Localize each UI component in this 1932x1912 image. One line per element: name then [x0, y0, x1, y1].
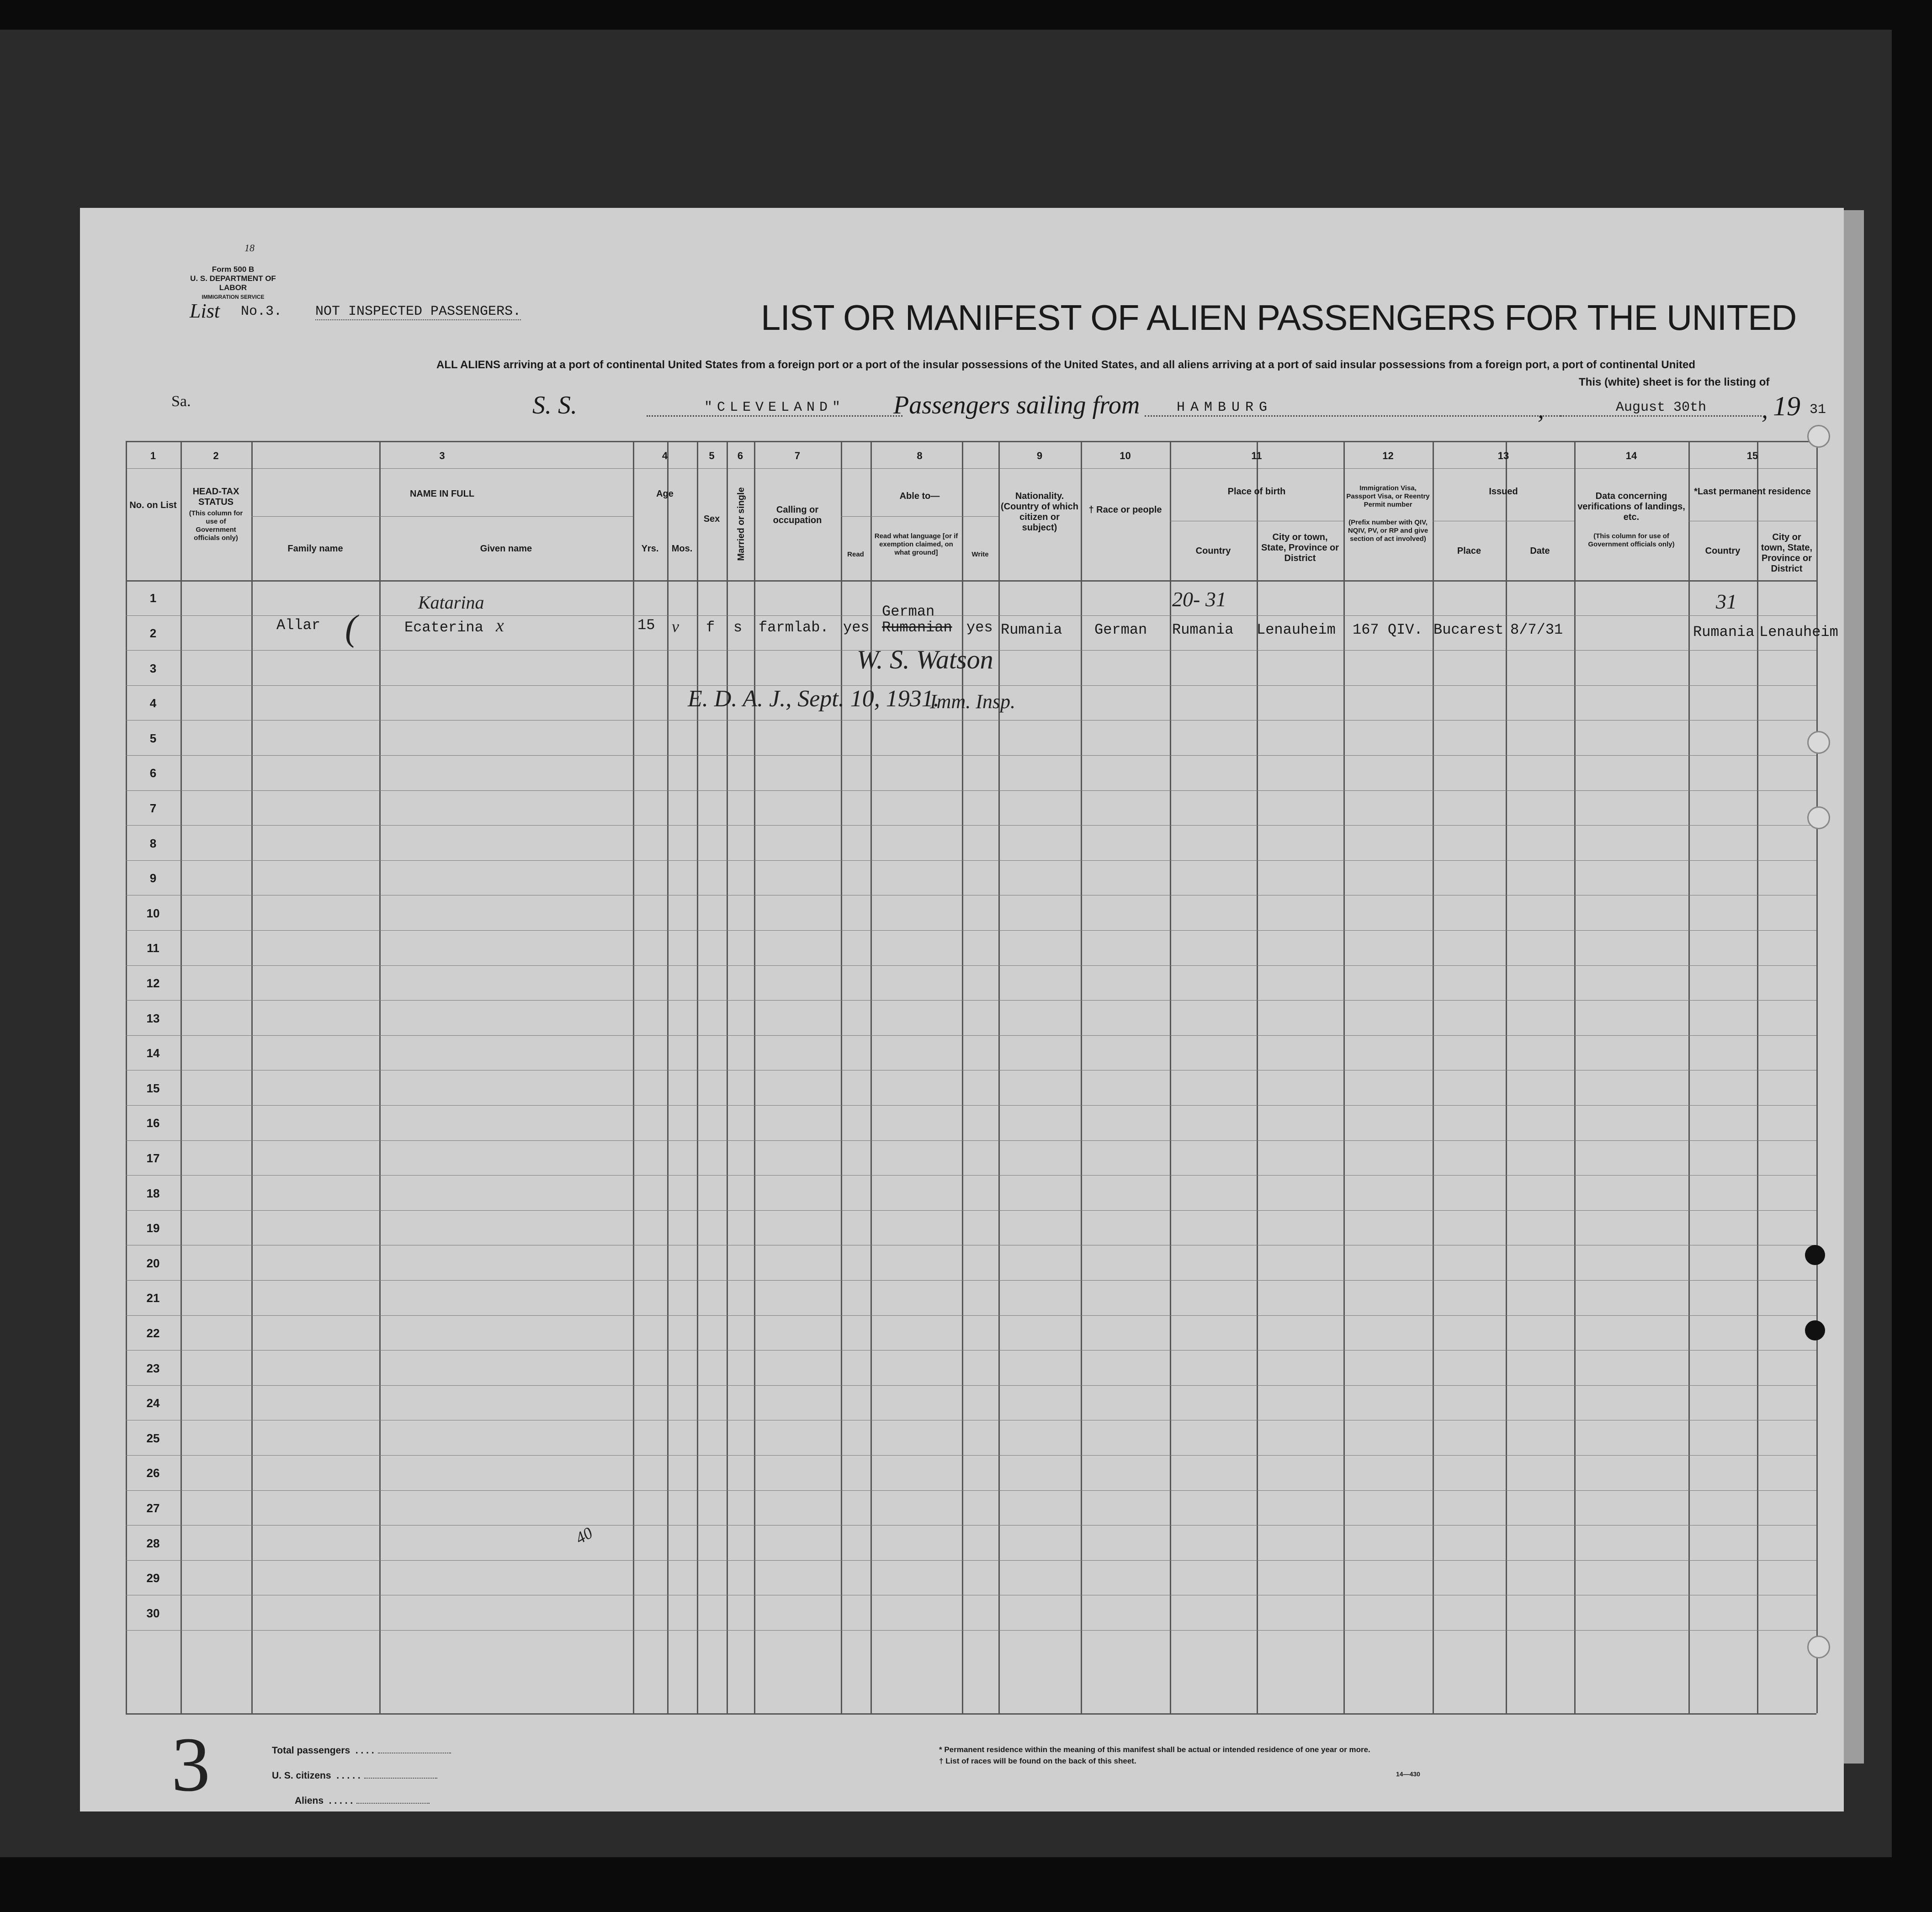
row-rule	[126, 1385, 1816, 1386]
header-age: Age	[656, 489, 674, 499]
footer-us-citizens: U. S. citizens . . . . .	[272, 1770, 437, 1781]
footer-aliens: Aliens . . . . .	[295, 1795, 430, 1806]
row-rule	[126, 1315, 1816, 1316]
list-type: NOT INSPECTED PASSENGERS.	[315, 304, 521, 319]
footer-blank	[356, 1803, 430, 1804]
entry-res-city: Lenauheim	[1759, 624, 1838, 641]
header-calling: Calling or occupation	[773, 505, 822, 525]
manifest-table	[126, 441, 1838, 1713]
header-age-mos: Mos.	[671, 544, 693, 554]
sheet-number: 3	[171, 1721, 210, 1807]
row-rule	[126, 1105, 1816, 1106]
row-rule	[126, 1175, 1816, 1176]
header-place-of-birth: Place of birth	[1227, 487, 1286, 497]
footer-total-passengers: Total passengers . . . .	[272, 1745, 451, 1756]
row-number: 12	[146, 976, 160, 990]
row-rule	[126, 1210, 1816, 1211]
punch-hole	[1807, 731, 1830, 754]
entry-birth-country: Rumania	[1172, 621, 1234, 638]
inspector-title: Imm. Insp.	[930, 690, 1015, 713]
row-number: 25	[146, 1431, 160, 1445]
ship-name: "CLEVELAND"	[647, 400, 902, 417]
col-rule	[697, 441, 698, 1713]
row-number: 22	[146, 1326, 160, 1340]
sailing-date: August 30th	[1560, 400, 1762, 417]
row-number: 10	[146, 906, 160, 920]
col-rule	[633, 441, 634, 1713]
header-birth-city: City or town, State, Province or District	[1261, 532, 1339, 563]
header-nationality: Nationality. (Country of which citizen or subject)	[1001, 491, 1078, 533]
row-number: 15	[146, 1081, 160, 1095]
entry-language-struck: Rumanian	[882, 619, 952, 636]
entry-read: yes	[843, 619, 870, 636]
col-rule	[379, 441, 381, 1713]
column-number: 11	[1251, 450, 1262, 461]
header-issued: Issued	[1489, 487, 1518, 497]
row-number: 29	[146, 1571, 160, 1585]
entry-race: German	[1094, 621, 1147, 638]
entry-birth-note: 20- 31	[1172, 588, 1226, 611]
column-number: 1	[150, 450, 156, 461]
entry-age-yrs: 15	[637, 617, 655, 634]
col-rule	[841, 441, 842, 1713]
row-rule	[126, 965, 1816, 966]
col-rule	[1170, 441, 1171, 1713]
entry-res-country: Rumania	[1693, 624, 1755, 641]
column-number: 4	[662, 450, 668, 461]
footer-blank	[364, 1778, 437, 1779]
row-rule	[126, 930, 1816, 931]
row-rule	[126, 825, 1816, 826]
row-number: 24	[146, 1396, 160, 1410]
column-number: 5	[709, 450, 715, 461]
entry-language: German	[882, 603, 935, 620]
header-given-name: Given name	[480, 544, 532, 554]
sa-label: Sa.	[171, 393, 191, 410]
subheader-rule	[251, 516, 633, 517]
column-number: 12	[1382, 450, 1394, 461]
punch-hole	[1807, 806, 1830, 829]
entry-res-note: 31	[1716, 590, 1737, 613]
header-landings-note: (This column for use of Government officials only)	[1588, 532, 1675, 548]
row-rule	[126, 790, 1816, 791]
row-number: 19	[146, 1221, 160, 1235]
col-rule	[667, 441, 669, 1713]
entry-write: yes	[966, 619, 993, 636]
row-rule	[126, 1455, 1816, 1456]
table-bottom-rule	[126, 1713, 1816, 1715]
entry-sex: f	[706, 619, 715, 636]
row-number: 5	[149, 731, 157, 745]
col-rule	[1343, 441, 1345, 1713]
header-res-country: Country	[1705, 546, 1741, 556]
row-number: 23	[146, 1361, 160, 1375]
column-number: 13	[1497, 450, 1509, 461]
column-number: 9	[1036, 450, 1043, 461]
row-number: 28	[146, 1536, 160, 1550]
row-rule	[126, 685, 1816, 686]
row-number: 27	[146, 1501, 160, 1515]
row-rule	[126, 615, 1816, 616]
manifest-title: LIST OR MANIFEST OF ALIEN PASSENGERS FOR THE UNITED	[761, 297, 1797, 338]
entry-given-mark: x	[496, 615, 504, 636]
col-rule	[1688, 441, 1690, 1713]
header-age-yrs: Yrs.	[641, 544, 659, 554]
col-rule	[1574, 441, 1576, 1713]
departure-port: HAMBURG	[1145, 400, 1560, 417]
row-number: 3	[149, 661, 157, 675]
row-number: 20	[146, 1256, 160, 1270]
column-number: 7	[794, 450, 801, 461]
header-head-tax: HEAD-TAX STATUS	[192, 487, 239, 507]
row-number: 6	[149, 766, 157, 780]
inspector-line: E. D. A. J., Sept. 10, 1931.	[688, 686, 939, 712]
column-number: 2	[213, 450, 219, 461]
page-mark: 40	[572, 1523, 596, 1548]
header-name-in-full: NAME IN FULL	[409, 489, 475, 499]
entry-given-name-hand: Katarina	[418, 592, 484, 613]
list-number: No.3.	[241, 304, 282, 319]
col-rule	[1081, 441, 1082, 1713]
entry-occupation: farmlab.	[759, 619, 829, 636]
header-family-name: Family name	[287, 544, 343, 554]
row-rule	[126, 755, 1816, 756]
col-rule	[754, 441, 755, 1713]
row-number: 21	[146, 1291, 160, 1305]
footnote-races: † List of races will be found on the back of this sheet.	[939, 1757, 1136, 1765]
row-number: 13	[146, 1011, 160, 1025]
row-number: 16	[146, 1116, 160, 1130]
form-identifier	[180, 265, 286, 302]
row-number: 30	[146, 1606, 160, 1620]
entry-visa: 167 QIV.	[1353, 621, 1423, 638]
header-sex: Sex	[703, 514, 720, 524]
row-rule	[126, 1560, 1816, 1561]
header-landings: Data concerning verifications of landings, etc.	[1577, 491, 1685, 522]
entry-nationality: Rumania	[1001, 621, 1062, 638]
manifest-subtitle: ALL ALIENS arriving at a port of continental United States from a foreign port or a port of the insular possessions of the United States, and all aliens arriving at a port of said insular possessions from a foreign port, a port of continental United	[436, 359, 1696, 371]
top-handwritten-mark: 18	[244, 242, 255, 254]
comma-separator: ,	[1762, 396, 1768, 424]
row-number: 7	[149, 801, 157, 815]
year-prefix: 19	[1773, 391, 1800, 421]
entry-married: s	[733, 619, 743, 636]
footer-citizens-label: U. S. citizens	[272, 1770, 331, 1781]
header-able-to: Able to—	[899, 491, 940, 501]
footer-total-label: Total passengers	[272, 1745, 350, 1756]
col-rule	[1506, 441, 1507, 1713]
row-number: 14	[146, 1046, 160, 1060]
entry-birth-city: Lenauheim	[1257, 621, 1336, 638]
row-number: 11	[147, 941, 159, 955]
header-res-city: City or town, State, Province or District	[1761, 532, 1813, 574]
col-rule	[251, 441, 253, 1713]
col-rule	[870, 441, 872, 1713]
row-rule	[126, 1035, 1816, 1036]
header-read: Read	[847, 551, 864, 558]
service-name: IMMIGRATION SERVICE	[202, 294, 265, 300]
row-rule	[126, 1280, 1816, 1281]
punch-hole	[1805, 1245, 1825, 1265]
row-rule	[126, 1630, 1816, 1631]
header-no-on-list: No. on List	[129, 500, 177, 510]
col-rule	[727, 441, 728, 1713]
header-married: Married or single	[736, 487, 746, 561]
header-visa: Immigration Visa, Passport Visa, or Reentry Permit number	[1346, 484, 1430, 508]
year-suffix: 31	[1810, 402, 1826, 418]
row-number: 2	[149, 626, 157, 640]
row-number: 26	[146, 1466, 160, 1480]
subheader-rule	[841, 516, 998, 517]
entry-age-mark: v	[672, 617, 679, 636]
row-rule	[126, 1000, 1816, 1001]
column-number: 3	[439, 450, 445, 461]
entry-given-name: Ecaterina	[404, 619, 483, 636]
row-rule	[126, 1350, 1816, 1351]
department-name: U. S. DEPARTMENT OF LABOR	[190, 274, 276, 292]
comma-separator: ,	[1538, 396, 1544, 424]
header-visa-note: (Prefix number with QIV, NQIV, PV, or RP and give section of act involved)	[1348, 519, 1428, 543]
punch-hole	[1807, 425, 1830, 448]
list-label: List	[190, 300, 220, 322]
col-rule	[962, 441, 963, 1713]
form-code: 14—430	[1396, 1770, 1420, 1778]
column-number: 14	[1625, 450, 1637, 461]
footer-aliens-label: Aliens	[295, 1795, 324, 1806]
header-head-tax-note: (This column for use of Government officials only)	[189, 509, 243, 542]
footnote-residence: * Permanent residence within the meaning of this manifest shall be actual or intended residence of one year or more.	[939, 1745, 1370, 1754]
row-number: 17	[146, 1151, 160, 1165]
header-issued-place: Place	[1457, 546, 1481, 556]
entry-issued-place: Bucarest	[1433, 621, 1504, 638]
col-rule	[180, 441, 182, 1713]
header-last-residence: *Last permanent residence	[1694, 487, 1811, 497]
column-number: 15	[1746, 450, 1758, 461]
manifest-subtitle-2: This (white) sheet is for the listing of	[1579, 376, 1770, 388]
row-number: 8	[149, 836, 157, 850]
col-rule	[1757, 441, 1758, 1713]
header-birth-country: Country	[1195, 546, 1231, 556]
header-issued-date: Date	[1530, 546, 1550, 556]
ss-label: S. S.	[532, 391, 577, 419]
punch-hole	[1805, 1320, 1825, 1340]
row-rule	[126, 1140, 1816, 1141]
row-number: 1	[149, 591, 157, 605]
form-number: Form 500 B	[212, 265, 255, 274]
column-number: 8	[917, 450, 923, 461]
row-rule	[126, 1490, 1816, 1491]
punch-hole	[1807, 1636, 1830, 1658]
bracket-mark: (	[345, 608, 357, 648]
row-number: 18	[146, 1186, 160, 1200]
row-number: 9	[149, 871, 157, 885]
sailing-from-label: Passengers sailing from	[893, 391, 1140, 419]
col-rule	[998, 441, 1000, 1713]
header-race: † Race or people	[1088, 505, 1162, 515]
manifest-sheet	[80, 208, 1844, 1811]
header-read-language: Read what language [or if exemption claimed, on what ground]	[874, 532, 958, 556]
column-number: 10	[1120, 450, 1131, 461]
column-number: 6	[737, 450, 743, 461]
header-write: Write	[971, 551, 989, 558]
inspector-signature: W. S. Watson	[857, 645, 993, 674]
row-rule	[126, 860, 1816, 861]
row-number: 4	[149, 696, 157, 710]
entry-issued-date: 8/7/31	[1510, 621, 1563, 638]
entry-family-name: Allar	[276, 617, 321, 634]
